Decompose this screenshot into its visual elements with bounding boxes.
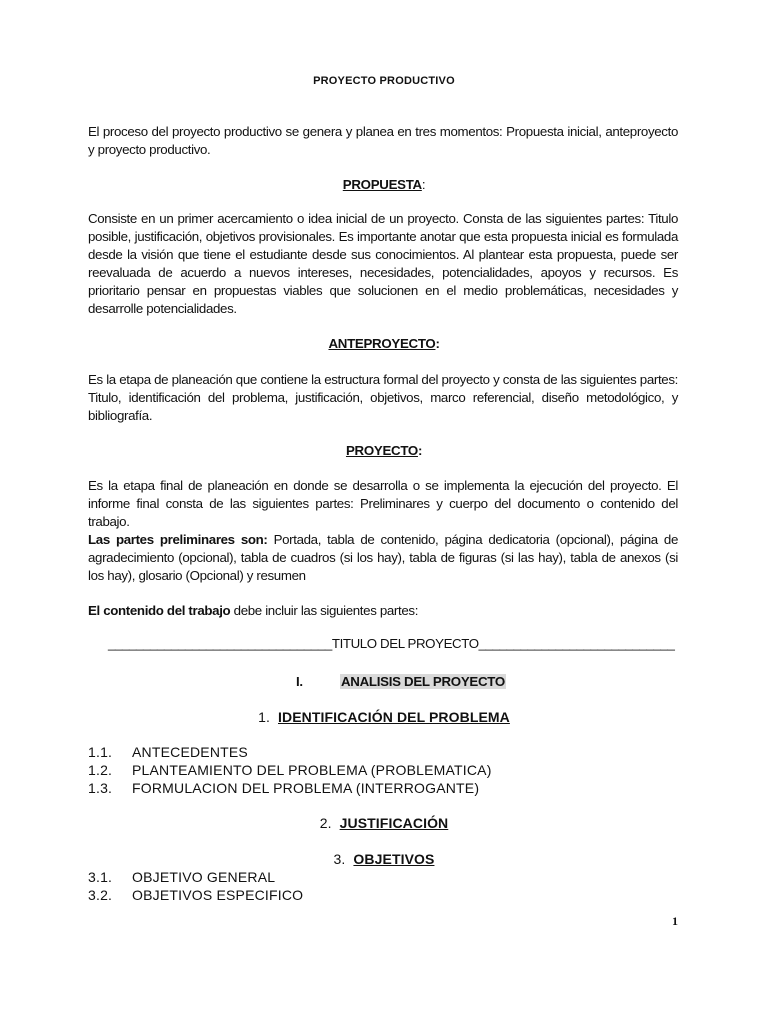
propuesta-paragraph: Consiste en un primer acercamiento o idea inicial de un proyecto. Consta de las siguientes partes: Titulo posible, justificación, objetivos provisionales. Es importante anotar que esta propuesta inicial es formulada desde la visión que tiene el estudiante desde sus conocimientos. Al plantear esta propuesta, puede ser reevaluada de acuerdo a nuevos intereses, necesidades, potencialidades, apoyos y recursos. Es prioritario pensar en propuestas viables que solucionen en el medio problemáticas, necesidades y desarrolle potencialidades. <box>88 211 678 316</box>
anteproyecto-paragraph: Es la etapa de planeación que contiene la estructura formal del proyecto y consta de las siguientes partes: Titulo, identificación del problema, justificación, objetivos, marco referencial, diseño metodológico, y bibliografía. <box>88 372 678 423</box>
list-item-number: 3.1. <box>88 869 113 885</box>
document-title: PROYECTO PRODUCTIVO <box>313 75 455 87</box>
list-item-number: 1.3. <box>88 780 113 796</box>
roman-section-number: I. <box>296 674 303 689</box>
outline-heading-1-number: 1. <box>258 709 270 725</box>
outline-heading-2 <box>0 815 768 831</box>
list-item-number: 1.1. <box>88 744 113 760</box>
intro-paragraph: El proceso del proyecto productivo se genera y planea en tres momentos: Propuesta inicial, anteproyecto y proyecto productivo. <box>88 124 678 157</box>
contenido-lead: El contenido del trabajo <box>88 603 231 618</box>
anteproyecto-heading <box>0 335 768 353</box>
preliminares-text: Portada, tabla de contenido, página dedicatoria (opcional), página de agradecimiento (opcional), tabla de cuadros (si los hay), tabla de figuras (si las hay), tabla de anexos (si los hay), glosario (Opcional) y resumen <box>88 532 678 583</box>
outline-heading-2-title: JUSTIFICACIÓN <box>339 815 449 831</box>
list-item-number: 3.2. <box>88 887 113 903</box>
propuesta-heading-colon: : <box>421 177 426 192</box>
propuesta-heading-text: PROPUESTA <box>342 177 422 192</box>
contenido-text: debe incluir las siguientes partes: <box>230 603 419 618</box>
proyecto-paragraph: Es la etapa final de planeación en donde se desarrolla o se implementa la ejecución del proyecto. El informe final consta de las siguientes partes: Preliminares y cuerpo del documento o contenido del trabajo. <box>88 478 678 529</box>
list-item-text: ANTECEDENTES <box>132 744 248 760</box>
outline-heading-3 <box>0 851 768 867</box>
outline-heading-1-title: IDENTIFICACIÓN DEL PROBLEMA <box>278 709 510 725</box>
preliminares-lead: Las partes preliminares son: <box>88 532 268 547</box>
roman-section-label: ANALISIS DEL PROYECTO <box>341 674 505 689</box>
proyecto-heading <box>0 442 768 460</box>
proyecto-heading-text: PROYECTO <box>345 443 418 458</box>
proyecto-heading-colon: : <box>417 443 423 458</box>
list-item <box>88 868 303 886</box>
list-item-text: PLANTEAMIENTO DEL PROBLEMA (PROBLEMATICA) <box>132 762 492 778</box>
list-item <box>88 761 492 779</box>
anteproyecto-heading-text: ANTEPROYECTO <box>328 336 436 351</box>
list-item-text: OBJETIVO GENERAL <box>132 869 276 885</box>
list-item <box>88 743 492 761</box>
list-item-text: FORMULACION DEL PROBLEMA (INTERROGANTE) <box>132 780 480 796</box>
outline-list-1 <box>88 743 492 797</box>
project-title-line: ________________________________TITULO DEL PROYECTO____________________________ <box>108 636 675 651</box>
preliminares-paragraph <box>88 531 678 585</box>
outline-list-3 <box>88 868 303 904</box>
list-item <box>88 779 492 797</box>
outline-heading-3-number: 3. <box>333 851 346 867</box>
contenido-paragraph <box>88 602 678 620</box>
outline-heading-3-title: OBJETIVOS <box>353 851 435 867</box>
outline-heading-2-number: 2. <box>319 815 332 831</box>
list-item-number: 1.2. <box>88 762 113 778</box>
anteproyecto-heading-colon: : <box>435 336 440 351</box>
page-number: 1 <box>672 914 678 928</box>
outline-heading-1 <box>0 709 768 725</box>
list-item <box>88 886 303 904</box>
list-item-text: OBJETIVOS ESPECIFICO <box>132 887 304 903</box>
propuesta-heading <box>0 176 768 194</box>
